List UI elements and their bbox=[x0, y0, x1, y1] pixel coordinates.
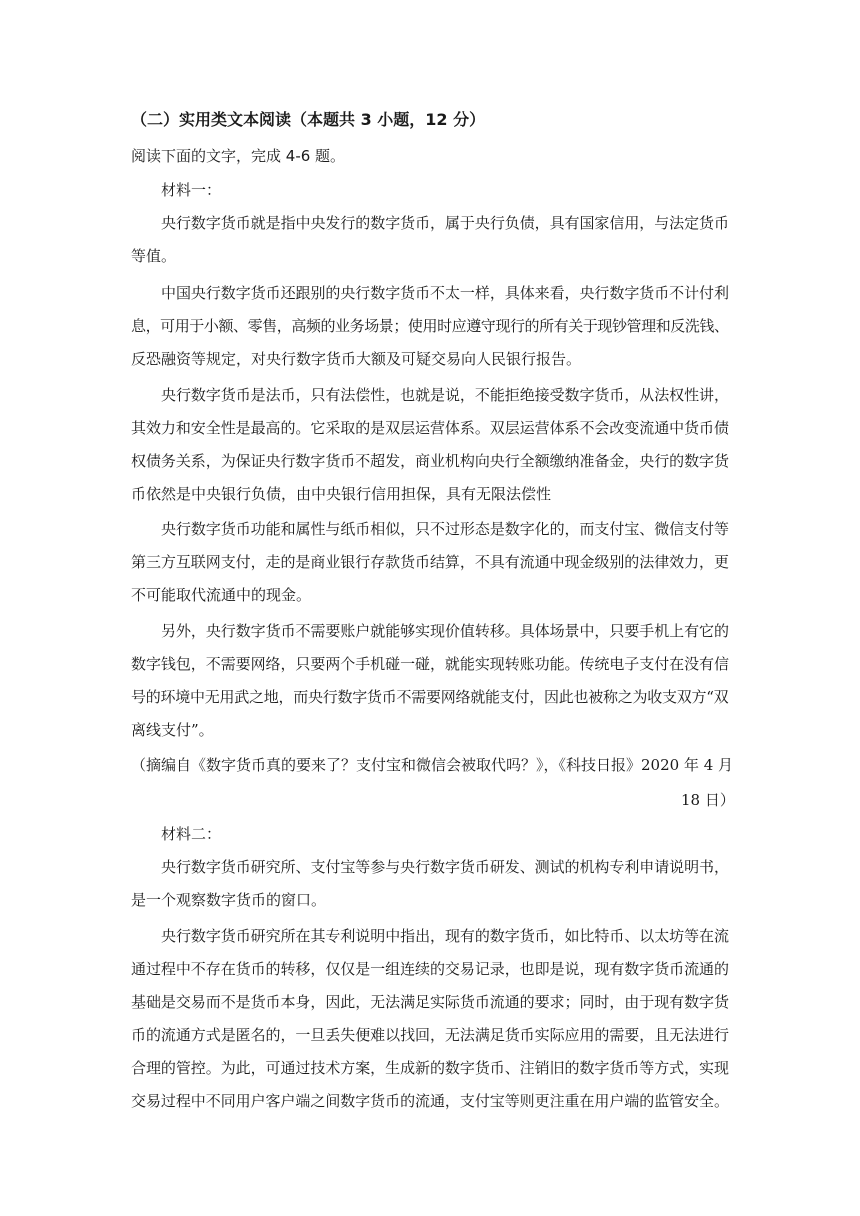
material1-label: 材料一： bbox=[161, 181, 222, 199]
material1-p4-line: 央行数字货币功能和属性与纸币相似，只不过形态是数字化的，而支付宝、微信支付等 bbox=[161, 520, 729, 538]
material1-p5-line: 另外，央行数字货币不需要账户就能够实现价值转移。具体场景中，只要手机上有它的 bbox=[161, 622, 729, 640]
material2-p2-line: 币的流通方式是匿名的，一旦丢失便难以找回，无法满足货币实际应用的需要，且无法进行 bbox=[131, 1026, 729, 1044]
material1-source-date: 18 日） bbox=[681, 791, 735, 809]
material1-p3-line: 币依然是中央银行负债，由中央银行信用担保，具有无限法偿性 bbox=[131, 485, 552, 503]
material2-p2-line: 央行数字货币研究所在其专利说明中指出，现有的数字货币，如比特币、以太坊等在流 bbox=[161, 927, 729, 945]
material1-p3-line: 央行数字货币是法币，只有法偿性，也就是说，不能拒绝接受数字货币，从法权性讲， bbox=[161, 386, 729, 404]
material2-p2-line: 通过程中不存在货币的转移，仅仅是一组连续的交易记录，也即是说，现有数字货币流通的 bbox=[131, 960, 729, 978]
material1-p5-line: 数字钱包，不需要网络，只要两个手机碰一碰，就能实现转账功能。传统电子支付在没有信 bbox=[131, 655, 729, 673]
material2-p1-line: 央行数字货币研究所、支付宝等参与央行数字货币研发、测试的机构专利申请说明书， bbox=[161, 858, 729, 876]
material2-p1-line: 是一个观察数字货币的窗口。 bbox=[131, 891, 327, 909]
section-heading: （二）实用类文本阅读（本题共 3 小题，12 分） bbox=[131, 110, 486, 129]
material1-p2-line: 息，可用于小额、零售，高频的业务场景；使用时应遵守现行的所有关于现钞管理和反洗钱、 bbox=[131, 317, 729, 335]
material1-p3-line: 其效力和安全性是最高的。它采取的是双层运营体系。双层运营体系不会改变流通中货币债 bbox=[131, 419, 729, 437]
material2-p2-line: 基础是交易而不是货币本身，因此，无法满足实际货币流通的要求；同时，由于现有数字货 bbox=[131, 993, 729, 1011]
material2-p2-line: 合理的管控。为此，可通过技术方案，生成新的数字货币、注销旧的数字货币等方式，实现 bbox=[131, 1059, 729, 1077]
material2-p2-line: 交易过程中不同用户客户端之间数字货币的流通，支付宝等则更注重在用户端的监管安全。 bbox=[131, 1092, 729, 1110]
material1-p4-line: 第三方互联网支付，走的是商业银行存款货币结算，不具有流通中现金级别的法律效力，更 bbox=[131, 553, 729, 571]
material1-p1-line: 等值。 bbox=[131, 247, 177, 265]
material1-p2-line: 反恐融资等规定，对央行数字货币大额及可疑交易向人民银行报告。 bbox=[131, 350, 582, 368]
material1-source: （摘编自《数字货币真的要来了？支付宝和微信会被取代吗？》，《科技日报》2020 年 4 月 bbox=[131, 756, 734, 774]
material1-p4-line: 不可能取代流通中的现金。 bbox=[131, 586, 312, 604]
material2-label: 材料二： bbox=[161, 825, 222, 843]
material1-p3-line: 权债务关系，为保证央行数字货币不超发，商业机构向央行全额缴纳准备金，央行的数字货 bbox=[131, 452, 729, 470]
material1-p1-line: 央行数字货币就是指中央发行的数字货币，属于央行负债，具有国家信用，与法定货币 bbox=[161, 214, 729, 232]
instruction: 阅读下面的文字，完成 4-6 题。 bbox=[131, 147, 346, 165]
material1-p5-line: 离线支付”。 bbox=[131, 721, 214, 739]
material1-p2-line: 中国央行数字货币还跟别的央行数字货币不太一样，具体来看，央行数字货币不计付利 bbox=[161, 284, 729, 302]
material1-p5-line: 号的环境中无用武之地，而央行数字货币不需要网络就能支付，因此也被称之为收支双方“双 bbox=[131, 688, 729, 706]
